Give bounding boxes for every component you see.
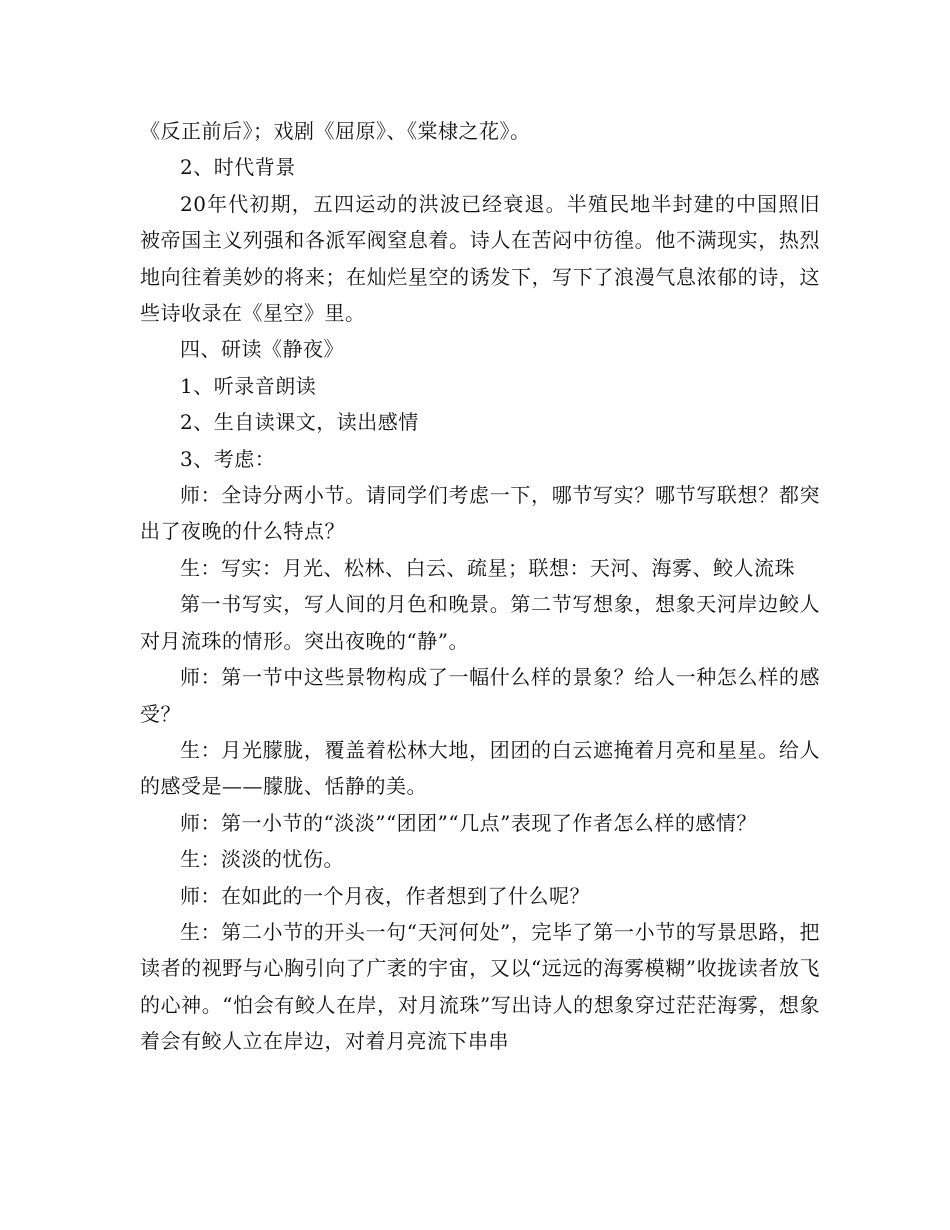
dialogue-student-answer-3: 生：淡淡的忧伤。 [180, 847, 344, 872]
dialogue-student-answer-4: 生：第二小节的开头一句“天河何处”，完毕了第一小节的写景思路，把读者的视野与心胸引向了广袤的宇宙，又以“远远的海雾模糊”收拢读者放飞的心神。“怕会有鲛人在岸，对月流珠”写出诗人的想象穿过茫茫海雾，想象着会有鲛人立在岸边，对着月亮流下串串 [140, 919, 820, 1054]
step-consider: 3、考虑： [180, 446, 276, 471]
document-body [140, 113, 820, 1060]
dialogue-teacher-question-2: 师：第一节中这些景物构成了一幅什么样的景象？给人一种怎么样的感受？ [140, 665, 820, 726]
paragraph-section-summary: 第一书写实，写人间的月色和晚景。第二节写想象，想象天河岸边鲛人对月流珠的情形。突出夜晚的“静”。 [140, 592, 820, 653]
dialogue-student-answer-2: 生：月光朦胧，覆盖着松林大地，团团的白云遮掩着月亮和星星。给人的感受是——朦胧、恬静的美。 [140, 737, 820, 799]
dialogue-teacher-question-3: 师：第一小节的“淡淡”“团团”“几点”表现了作者怎么样的感情？ [180, 810, 757, 835]
heading-study-quiet-night: 四、研读《静夜》 [180, 337, 344, 362]
step-self-reading: 2、生自读课文，读出感情 [180, 410, 419, 435]
dialogue-teacher-question-4: 师：在如此的一个月夜，作者想到了什么呢？ [180, 883, 590, 908]
heading-era-background: 2、时代背景 [180, 155, 296, 180]
dialogue-teacher-question-1: 师：全诗分两小节。请同学们考虑一下，哪节写实？哪节写联想？都突出了夜晚的什么特点？ [140, 483, 820, 544]
paragraph-era-background: 20年代初期，五四运动的洪波已经衰退。半殖民地半封建的中国照旧被帝国主义列强和各派军阀窒息着。诗人在苦闷中彷徨。他不满现实，热烈地向往着美妙的将来；在灿烂星空的诱发下，写下了浪漫气息浓郁的诗，这些诗收录在《星空》里。 [140, 191, 820, 326]
paragraph-works-list: 《反正前后》；戏剧《屈原》、《棠棣之花》。 [140, 119, 531, 143]
step-listen-recording: 1、听录音朗读 [180, 373, 317, 398]
dialogue-student-answer-1: 生：写实：月光、松林、白云、疏星；联想：天河、海雾、鲛人流珠 [180, 555, 795, 580]
